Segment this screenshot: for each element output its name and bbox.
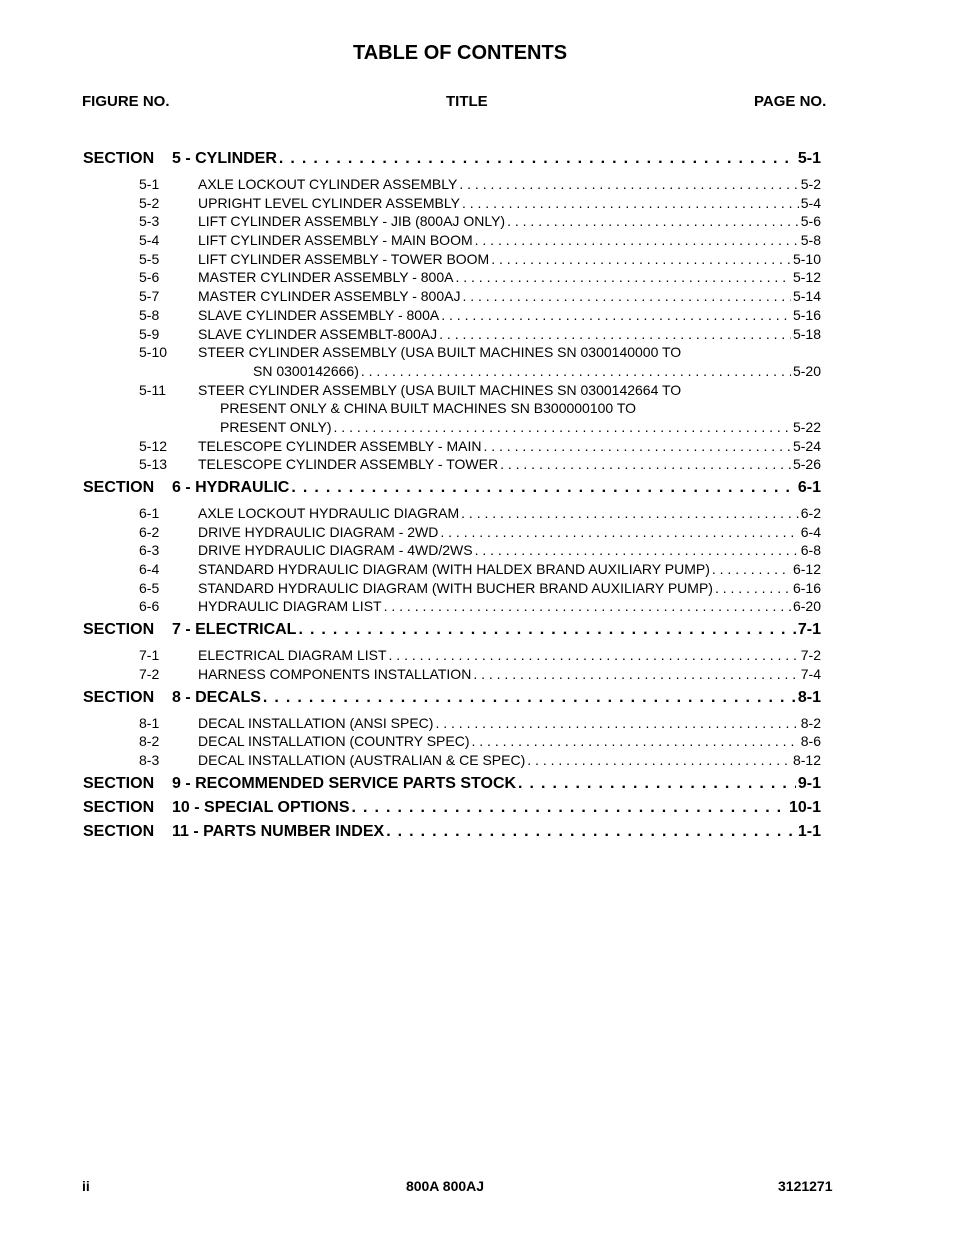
- figure-title: HYDRAULIC DIAGRAM LIST: [198, 598, 382, 615]
- figure-page: 5-18: [792, 325, 821, 342]
- dot-leader: [361, 363, 791, 379]
- figure-title: HARNESS COMPONENTS INSTALLATION: [198, 665, 472, 682]
- figure-number: 5-8: [139, 306, 160, 323]
- dot-leader: [472, 733, 799, 749]
- title-header: TITLE: [446, 93, 488, 110]
- dot-leader: [507, 213, 799, 229]
- footer-doc-number: 3121271: [778, 1178, 833, 1194]
- dot-leader: [518, 775, 796, 793]
- figure-title-continuation: [83, 400, 821, 419]
- figure-entry: [83, 176, 821, 195]
- figure-list: [83, 505, 821, 617]
- figure-entry: [83, 213, 821, 232]
- figure-entry: [83, 561, 821, 580]
- dot-leader: [527, 752, 791, 768]
- figure-number: 5-6: [139, 269, 160, 286]
- dot-leader: [715, 580, 791, 596]
- figure-number: 5-4: [139, 232, 160, 249]
- toc-section: [83, 479, 821, 617]
- figure-title: DECAL INSTALLATION (AUSTRALIAN & CE SPEC): [198, 751, 526, 768]
- toc-section: [83, 150, 821, 475]
- figure-number: 5-12: [139, 437, 168, 454]
- dot-leader: [473, 666, 798, 682]
- dot-leader: [712, 561, 791, 577]
- figure-page: 5-2: [800, 176, 821, 192]
- page-no-header: PAGE NO.: [754, 93, 827, 110]
- figure-number: 5-13: [139, 456, 168, 473]
- section-label: SECTION: [83, 479, 155, 496]
- figure-title: SN 0300142666): [253, 362, 359, 379]
- dot-leader: [384, 598, 791, 614]
- figure-page: 8-2: [800, 714, 821, 731]
- figure-title-continuation: [83, 363, 821, 382]
- figure-number: 5-1: [139, 176, 160, 192]
- figure-entry: [83, 647, 821, 666]
- footer-model: 800A 800AJ: [405, 1178, 485, 1194]
- figure-entry: [83, 733, 821, 752]
- figure-entry: [83, 382, 821, 401]
- figure-title: TELESCOPE CYLINDER ASSEMBLY - TOWER: [198, 456, 499, 473]
- figure-page: 6-8: [800, 542, 821, 559]
- dot-leader: [279, 150, 796, 168]
- section-title: 11 - PARTS NUMBER INDEX: [172, 822, 385, 840]
- dot-leader: [389, 647, 799, 663]
- figure-page: 5-26: [792, 456, 821, 473]
- dot-leader: [435, 715, 798, 731]
- figure-page: 5-4: [800, 194, 821, 211]
- dot-leader: [386, 823, 796, 841]
- dot-leader: [459, 176, 798, 192]
- figure-number: 6-1: [139, 505, 160, 521]
- figure-number: 5-11: [139, 381, 166, 398]
- figure-page: 6-20: [792, 598, 821, 615]
- figure-entry: [83, 666, 821, 685]
- figure-title: TELESCOPE CYLINDER ASSEMBLY - MAIN: [198, 437, 482, 454]
- figure-entry: [83, 456, 821, 475]
- section-title: 6 - HYDRAULIC: [172, 479, 290, 496]
- dot-leader: [352, 799, 787, 817]
- section-page: 9-1: [797, 774, 821, 792]
- section-heading: [83, 689, 821, 713]
- figure-title: AXLE LOCKOUT HYDRAULIC DIAGRAM: [198, 505, 460, 521]
- figure-number: 7-1: [139, 647, 160, 664]
- figure-title: STEER CYLINDER ASSEMBLY (USA BUILT MACHINES SN 0300142664 TO: [198, 381, 682, 398]
- dot-leader: [291, 479, 796, 497]
- figure-entry: [83, 580, 821, 599]
- figure-page: 8-6: [800, 733, 821, 750]
- section-label: SECTION: [83, 150, 155, 167]
- section-heading: [83, 823, 821, 847]
- figure-entry: [83, 232, 821, 251]
- figure-entry: [83, 598, 821, 617]
- dot-leader: [491, 251, 791, 267]
- figure-title: SLAVE CYLINDER ASSEMBLT-800AJ: [198, 325, 438, 342]
- figure-number: 5-3: [139, 213, 160, 230]
- figure-list: [83, 715, 821, 771]
- figure-list: [83, 176, 821, 475]
- figure-number: 5-7: [139, 288, 160, 305]
- dot-leader: [483, 438, 791, 454]
- section-page: 1-1: [797, 822, 821, 840]
- figure-title: LIFT CYLINDER ASSEMBLY - MAIN BOOM: [198, 232, 473, 249]
- figure-entry: [83, 542, 821, 561]
- figure-page: 8-12: [792, 751, 821, 768]
- section-title: 9 - RECOMMENDED SERVICE PARTS STOCK: [172, 774, 517, 792]
- dot-leader: [461, 505, 799, 521]
- figure-number: 6-3: [139, 542, 160, 559]
- figure-title: MASTER CYLINDER ASSEMBLY - 800A: [198, 269, 454, 286]
- section-title: 7 - ELECTRICAL: [172, 621, 297, 639]
- section-title: 8 - DECALS: [172, 688, 261, 706]
- section-heading: [83, 775, 821, 799]
- dot-leader: [475, 542, 799, 558]
- section-page: 8-1: [797, 688, 821, 706]
- figure-entry: [83, 715, 821, 734]
- toc-section: [83, 689, 821, 771]
- figure-title: UPRIGHT LEVEL CYLINDER ASSEMBLY: [198, 194, 460, 211]
- dot-leader: [462, 195, 799, 211]
- figure-page: 7-4: [800, 665, 821, 682]
- toc-section: [83, 823, 821, 847]
- figure-page: 6-16: [792, 579, 821, 596]
- toc-section: [83, 775, 821, 799]
- figure-page: 6-12: [792, 561, 821, 578]
- figure-title: DECAL INSTALLATION (COUNTRY SPEC): [198, 733, 470, 750]
- figure-entry: [83, 438, 821, 457]
- figure-page: 5-10: [792, 250, 821, 267]
- page-title: TABLE OF CONTENTS: [352, 42, 568, 64]
- figure-entry: [83, 326, 821, 345]
- dot-leader: [298, 621, 795, 639]
- figure-title: PRESENT ONLY): [220, 418, 332, 435]
- dot-leader: [263, 689, 796, 707]
- figure-title: LIFT CYLINDER ASSEMBLY - TOWER BOOM: [198, 250, 490, 267]
- figure-number: 8-3: [139, 751, 160, 768]
- figure-page: 5-6: [800, 213, 821, 230]
- figure-title: DRIVE HYDRAULIC DIAGRAM - 4WD/2WS: [198, 542, 473, 559]
- section-heading: [83, 621, 821, 645]
- section-label: SECTION: [83, 798, 155, 816]
- figure-number: 8-2: [139, 733, 160, 750]
- figure-number: 5-2: [139, 194, 160, 211]
- dot-leader: [439, 326, 791, 342]
- toc-section: [83, 621, 821, 684]
- figure-entry: [83, 344, 821, 363]
- section-label: SECTION: [83, 822, 155, 840]
- figure-title: AXLE LOCKOUT CYLINDER ASSEMBLY: [198, 176, 458, 192]
- section-heading: [83, 150, 821, 174]
- section-page: 6-1: [797, 479, 821, 496]
- figure-title: DECAL INSTALLATION (ANSI SPEC): [198, 714, 434, 731]
- figure-number: 6-5: [139, 579, 160, 596]
- figure-title: DRIVE HYDRAULIC DIAGRAM - 2WD: [198, 523, 439, 540]
- figure-title: STEER CYLINDER ASSEMBLY (USA BUILT MACHINES SN 0300140000 TO: [198, 344, 682, 361]
- dot-leader: [334, 419, 791, 435]
- figure-entry: [83, 505, 821, 524]
- figure-page: 5-12: [792, 269, 821, 286]
- toc-list: [83, 150, 821, 847]
- figure-title: STANDARD HYDRAULIC DIAGRAM (WITH BUCHER BRAND AUXILIARY PUMP): [198, 579, 713, 596]
- footer-page-number: ii: [82, 1178, 90, 1194]
- dot-leader: [441, 307, 791, 323]
- figure-page: 5-14: [792, 288, 821, 305]
- figure-entry: [83, 269, 821, 288]
- figure-number: 6-4: [139, 561, 160, 578]
- figure-title: ELECTRICAL DIAGRAM LIST: [198, 647, 387, 664]
- dot-leader: [440, 524, 798, 540]
- figure-entry: [83, 195, 821, 214]
- section-page: 7-1: [797, 621, 821, 639]
- figure-title: PRESENT ONLY & CHINA BUILT MACHINES SN B300000100 TO: [220, 400, 637, 417]
- figure-number: 5-10: [139, 344, 168, 361]
- figure-entry: [83, 752, 821, 771]
- figure-title-continuation: [83, 419, 821, 438]
- figure-entry: [83, 251, 821, 270]
- figure-number: 6-6: [139, 598, 160, 615]
- section-title: 5 - CYLINDER: [172, 150, 277, 167]
- figure-entry: [83, 307, 821, 326]
- dot-leader: [462, 288, 791, 304]
- section-page: 5-1: [797, 150, 821, 167]
- figure-entry: [83, 288, 821, 307]
- figure-page: 5-22: [792, 418, 821, 435]
- section-heading: [83, 479, 821, 503]
- figure-number: 5-9: [139, 325, 160, 342]
- figure-number: 5-5: [139, 250, 160, 267]
- figure-title: STANDARD HYDRAULIC DIAGRAM (WITH HALDEX BRAND AUXILIARY PUMP): [198, 561, 710, 578]
- figure-page: 5-16: [792, 306, 821, 323]
- section-title: 10 - SPECIAL OPTIONS: [172, 798, 350, 816]
- figure-number: 7-2: [139, 665, 160, 682]
- figure-title: LIFT CYLINDER ASSEMBLY - JIB (800AJ ONLY): [198, 213, 506, 230]
- dot-leader: [455, 269, 791, 285]
- figure-list: [83, 647, 821, 684]
- section-label: SECTION: [83, 774, 155, 792]
- figure-entry: [83, 524, 821, 543]
- section-label: SECTION: [83, 688, 155, 706]
- figure-page: 6-4: [800, 523, 821, 540]
- figure-page: 5-24: [792, 437, 821, 454]
- figure-title: MASTER CYLINDER ASSEMBLY - 800AJ: [198, 288, 461, 305]
- figure-title: SLAVE CYLINDER ASSEMBLY - 800A: [198, 306, 440, 323]
- dot-leader: [475, 232, 799, 248]
- figure-page: 6-2: [800, 505, 821, 521]
- figure-number: 8-1: [139, 714, 160, 731]
- figure-page: 7-2: [800, 647, 821, 664]
- figure-page: 5-8: [800, 232, 821, 249]
- dot-leader: [500, 456, 791, 472]
- figure-no-header: FIGURE NO.: [82, 93, 170, 110]
- toc-section: [83, 799, 821, 823]
- figure-page: 5-20: [792, 362, 821, 379]
- figure-number: 6-2: [139, 523, 160, 540]
- section-heading: [83, 799, 821, 823]
- section-label: SECTION: [83, 621, 155, 639]
- section-page: 10-1: [788, 798, 821, 816]
